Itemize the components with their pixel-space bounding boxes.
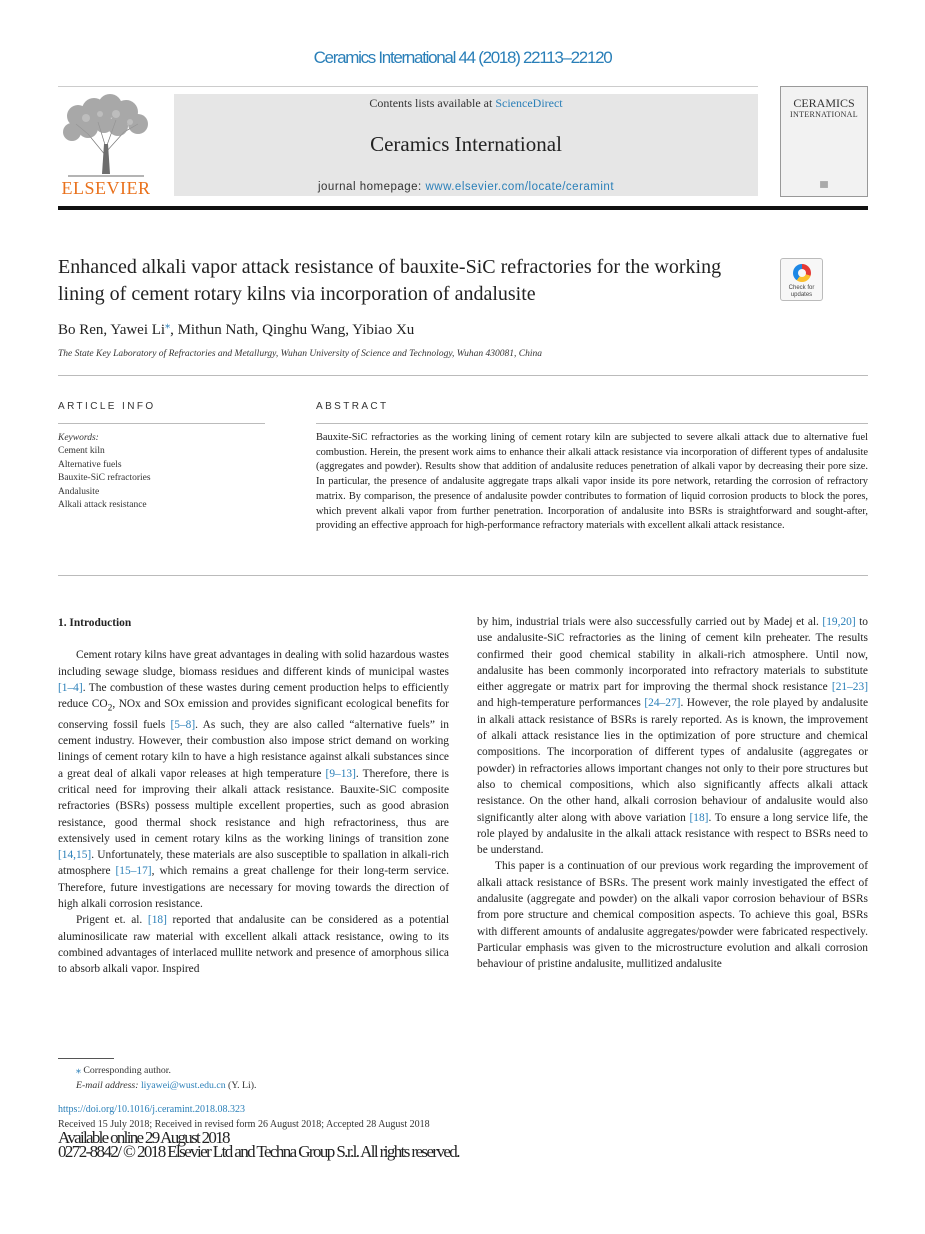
sciencedirect-link[interactable]: ScienceDirect: [495, 96, 563, 110]
citation-link[interactable]: [9–13]: [325, 767, 356, 780]
corresponding-author-note: Corresponding author.: [80, 1065, 171, 1076]
divider: [58, 375, 868, 376]
check-for-updates-button[interactable]: [780, 258, 823, 301]
article-info-heading: ARTICLE INFO: [58, 401, 156, 412]
authors-part-a: Bo Ren, Yawei Li: [58, 322, 166, 338]
email-label: E-mail address:: [76, 1079, 139, 1091]
available-online: Available online 29 August 2018: [58, 1128, 229, 1147]
footnote: ⁎ Corresponding author. E-mail address: liyawei@wust.edu.cn (Y. Li).: [76, 1065, 257, 1091]
keyword-item: Alternative fuels: [58, 459, 122, 470]
crossmark-icon: [793, 264, 811, 282]
paragraph: This paper is a continuation of our previous work regarding the improvement of alkali attack resistance of BSRs. The present work mainly investigated the effect of andalusite (aggregate and powder) on the alkali vapor corrosion behaviour of BSRs from pore structure and chemical composition aspects. To achieve this goal, BSRs with different amounts of andalusite aggregates/powder were fabricated respectively. Particular emphasis was given to the microstructure evolution and alkali corrosion behaviour of pristine andalusite, mullitized andalusite: [477, 860, 868, 971]
doi-link[interactable]: https://doi.org/10.1016/j.ceramint.2018.08.323: [58, 1104, 246, 1115]
keyword-item: Alkali attack resistance: [58, 500, 147, 511]
email-link[interactable]: liyawei@wust.edu.cn: [140, 1079, 226, 1091]
contents-line: Contents lists available at ScienceDirect: [369, 96, 563, 110]
cover-logo-icon: [781, 180, 867, 190]
citation-link[interactable]: [19,20]: [822, 616, 856, 628]
citation-link[interactable]: [5–8]: [170, 718, 196, 731]
keyword-item: Bauxite-SiC refractories: [58, 473, 151, 484]
journal-cover-thumbnail[interactable]: [780, 86, 868, 197]
publisher-name: ELSEVIER: [61, 178, 151, 198]
journal-masthead: [174, 94, 758, 196]
citation-link[interactable]: [1–4]: [58, 681, 83, 694]
divider: [58, 423, 265, 424]
body-column-right: [477, 614, 868, 973]
cover-title: CERAMICS: [793, 96, 855, 110]
affiliation: The State Key Laboratory of Refractories and Metallurgy, Wuhan University of Science and Technology, Wuhan 430081, China: [58, 349, 543, 359]
section-heading: 1. Introduction: [58, 617, 132, 629]
keyword-item: Andalusite: [58, 486, 100, 497]
paragraph: by him, industrial trials were also successfully carried out by Madej et al. [19,20] to use andalusite-SiC refractories as the lining of cement kiln preheater. The results confirmed their good chemical stability in alkali-rich atmosphere. Until now, andalusite has been commonly incorporated into refractory materials to substitute either aggregate or matrix part for improving the thermal shock resistance [21–23] and high-temperature performances [24–27]. However, the role played by andalusite in alkali attack resistance of BSRs is rarely reported. As is known, the improvement of alkali attack resistance lies in the optimization of pore structure and chemical compositions. The incorporation of different types of andalusite (aggregates or powder) in refractories allows important changes not only to their pore structures but also to chemical compositions, which also significantly affects alkali attack resistance. On the other hand, alkali corrosion behaviour of andalusite would also significantly alter along with above variation [18]. To ensure a long service life, the role played by andalusite in the alkali attack resistance with respect to BSRs need to be understand.: [477, 616, 868, 857]
divider: [58, 575, 868, 576]
keywords-list: [58, 432, 265, 512]
header-divider: [58, 86, 758, 87]
author-list: [58, 320, 758, 339]
divider: [316, 423, 868, 424]
received-dates: Received 15 July 2018; Received in revised form 26 August 2018; Accepted 28 August 2018: [58, 1119, 430, 1130]
paragraph: Cement rotary kilns have great advantages in dealing with solid hazardous wastes including sewage sludge, biomass residues and different kinds of municipal wastes [1–4]. The combustion of these wastes during cement production helps to efficiently reduce $CO_2$, NOx and SOx emission and provides significant ecological benefits for conserving fossil fuels [5–8]. As such, they are also called “alternative fuels” in cement industry. However, their combustion also impose strict demand on working linings of cement rotary kiln to have a high resistance against alkali substances since a great deal of alkali vapor releases at high temperature [9–13]. Therefore, there is critical need for improving their alkali attack resistance. Bauxite-SiC composite refractories (BSRs) possess multiple excellent properties, such as good abrasion resistance, good thermal shock resistance and high refractoriness, thus are extensively used in cement rotary kilns as the working linings of transition zone [14,15]. Unfortunately, these materials are also susceptible to spallation in alkali-rich atmosphere [15–17], which remains a great challenge for their long-term service. Therefore, future investigations are necessary for moving towards the direction of high alkali corrosion resistance.: [58, 649, 450, 911]
journal-homepage-link[interactable]: www.elsevier.com/locate/ceramint: [425, 181, 615, 193]
article-title: Enhanced alkali vapor attack resistance of bauxite-SiC refractories for the working lining of cement rotary kilns via incorporation of andalusite: [58, 256, 722, 305]
cover-subtitle: INTERNATIONAL: [790, 110, 858, 119]
citation-link[interactable]: [24–27]: [644, 697, 681, 710]
corresponding-author-mark[interactable]: ⁎: [165, 320, 171, 331]
header-rule: [58, 206, 868, 210]
citation-link[interactable]: [18]: [147, 914, 167, 927]
paragraph: Prigent et. al. [18] reported that andalusite can be considered as a potential aluminosilicate raw material with excellent alkali attack resistance, owing to its combined advantages of interlaced mullite network and presence of amorphous silica to absorb alkali vapor. Inspired: [58, 914, 449, 976]
citation-link[interactable]: [21–23]: [831, 681, 868, 694]
keyword-item: Cement kiln: [58, 446, 105, 457]
footnote-rule: [58, 1058, 114, 1059]
homepage-line: journal homepage: www.elsevier.com/locate/ceramint: [317, 181, 615, 193]
footnote-mark: ⁎: [76, 1065, 81, 1076]
running-head[interactable]: Ceramics International 44 (2018) 22113–22120: [313, 48, 612, 67]
body-column-left: [58, 614, 449, 978]
citation-link[interactable]: [18]: [689, 811, 709, 824]
abstract-heading: ABSTRACT: [316, 401, 389, 412]
citation-link[interactable]: [14,15]: [58, 849, 92, 862]
copyright: 0272-8842/ © 2018 Elsevier Ltd and Techna Group S.r.l. All rights reserved.: [58, 1142, 459, 1161]
abstract-text: Bauxite-SiC refractories as the working lining of cement rotary kiln are subjected to severe alkali attack due to alternative fuel combustion. Herein, the present work aims to enhance their alkali attack resistance via incorporation of different types of andalusite (aggregates and powder). Results show that addition of andalusite reduces penetration of alkali vapor by decreasing their pore size. In particular, the presence of andalusite aggregate traps alkali vapor inside its pore network, retarding the corrosion of refractory matrix. By comparison, the presence of andalusite powder contributes to formation of liquid corrosion products to block the pores, which prevent alkali vapor from further penetration. Incorporation of andalusite into BSRs is straightforward and sought-after, providing an effective approach for high-performance refractory materials with excellent alkali attack resistance.: [316, 432, 868, 532]
journal-name: Ceramics International: [370, 132, 562, 156]
citation-link[interactable]: [15–17]: [115, 865, 152, 878]
authors-part-b: , Mithun Nath, Qinghu Wang, Yibiao Xu: [170, 322, 415, 338]
check-badge-line1: Check for: [788, 285, 815, 291]
check-badge-line2: updates: [790, 292, 813, 298]
keywords-label: Keywords:: [58, 433, 99, 443]
